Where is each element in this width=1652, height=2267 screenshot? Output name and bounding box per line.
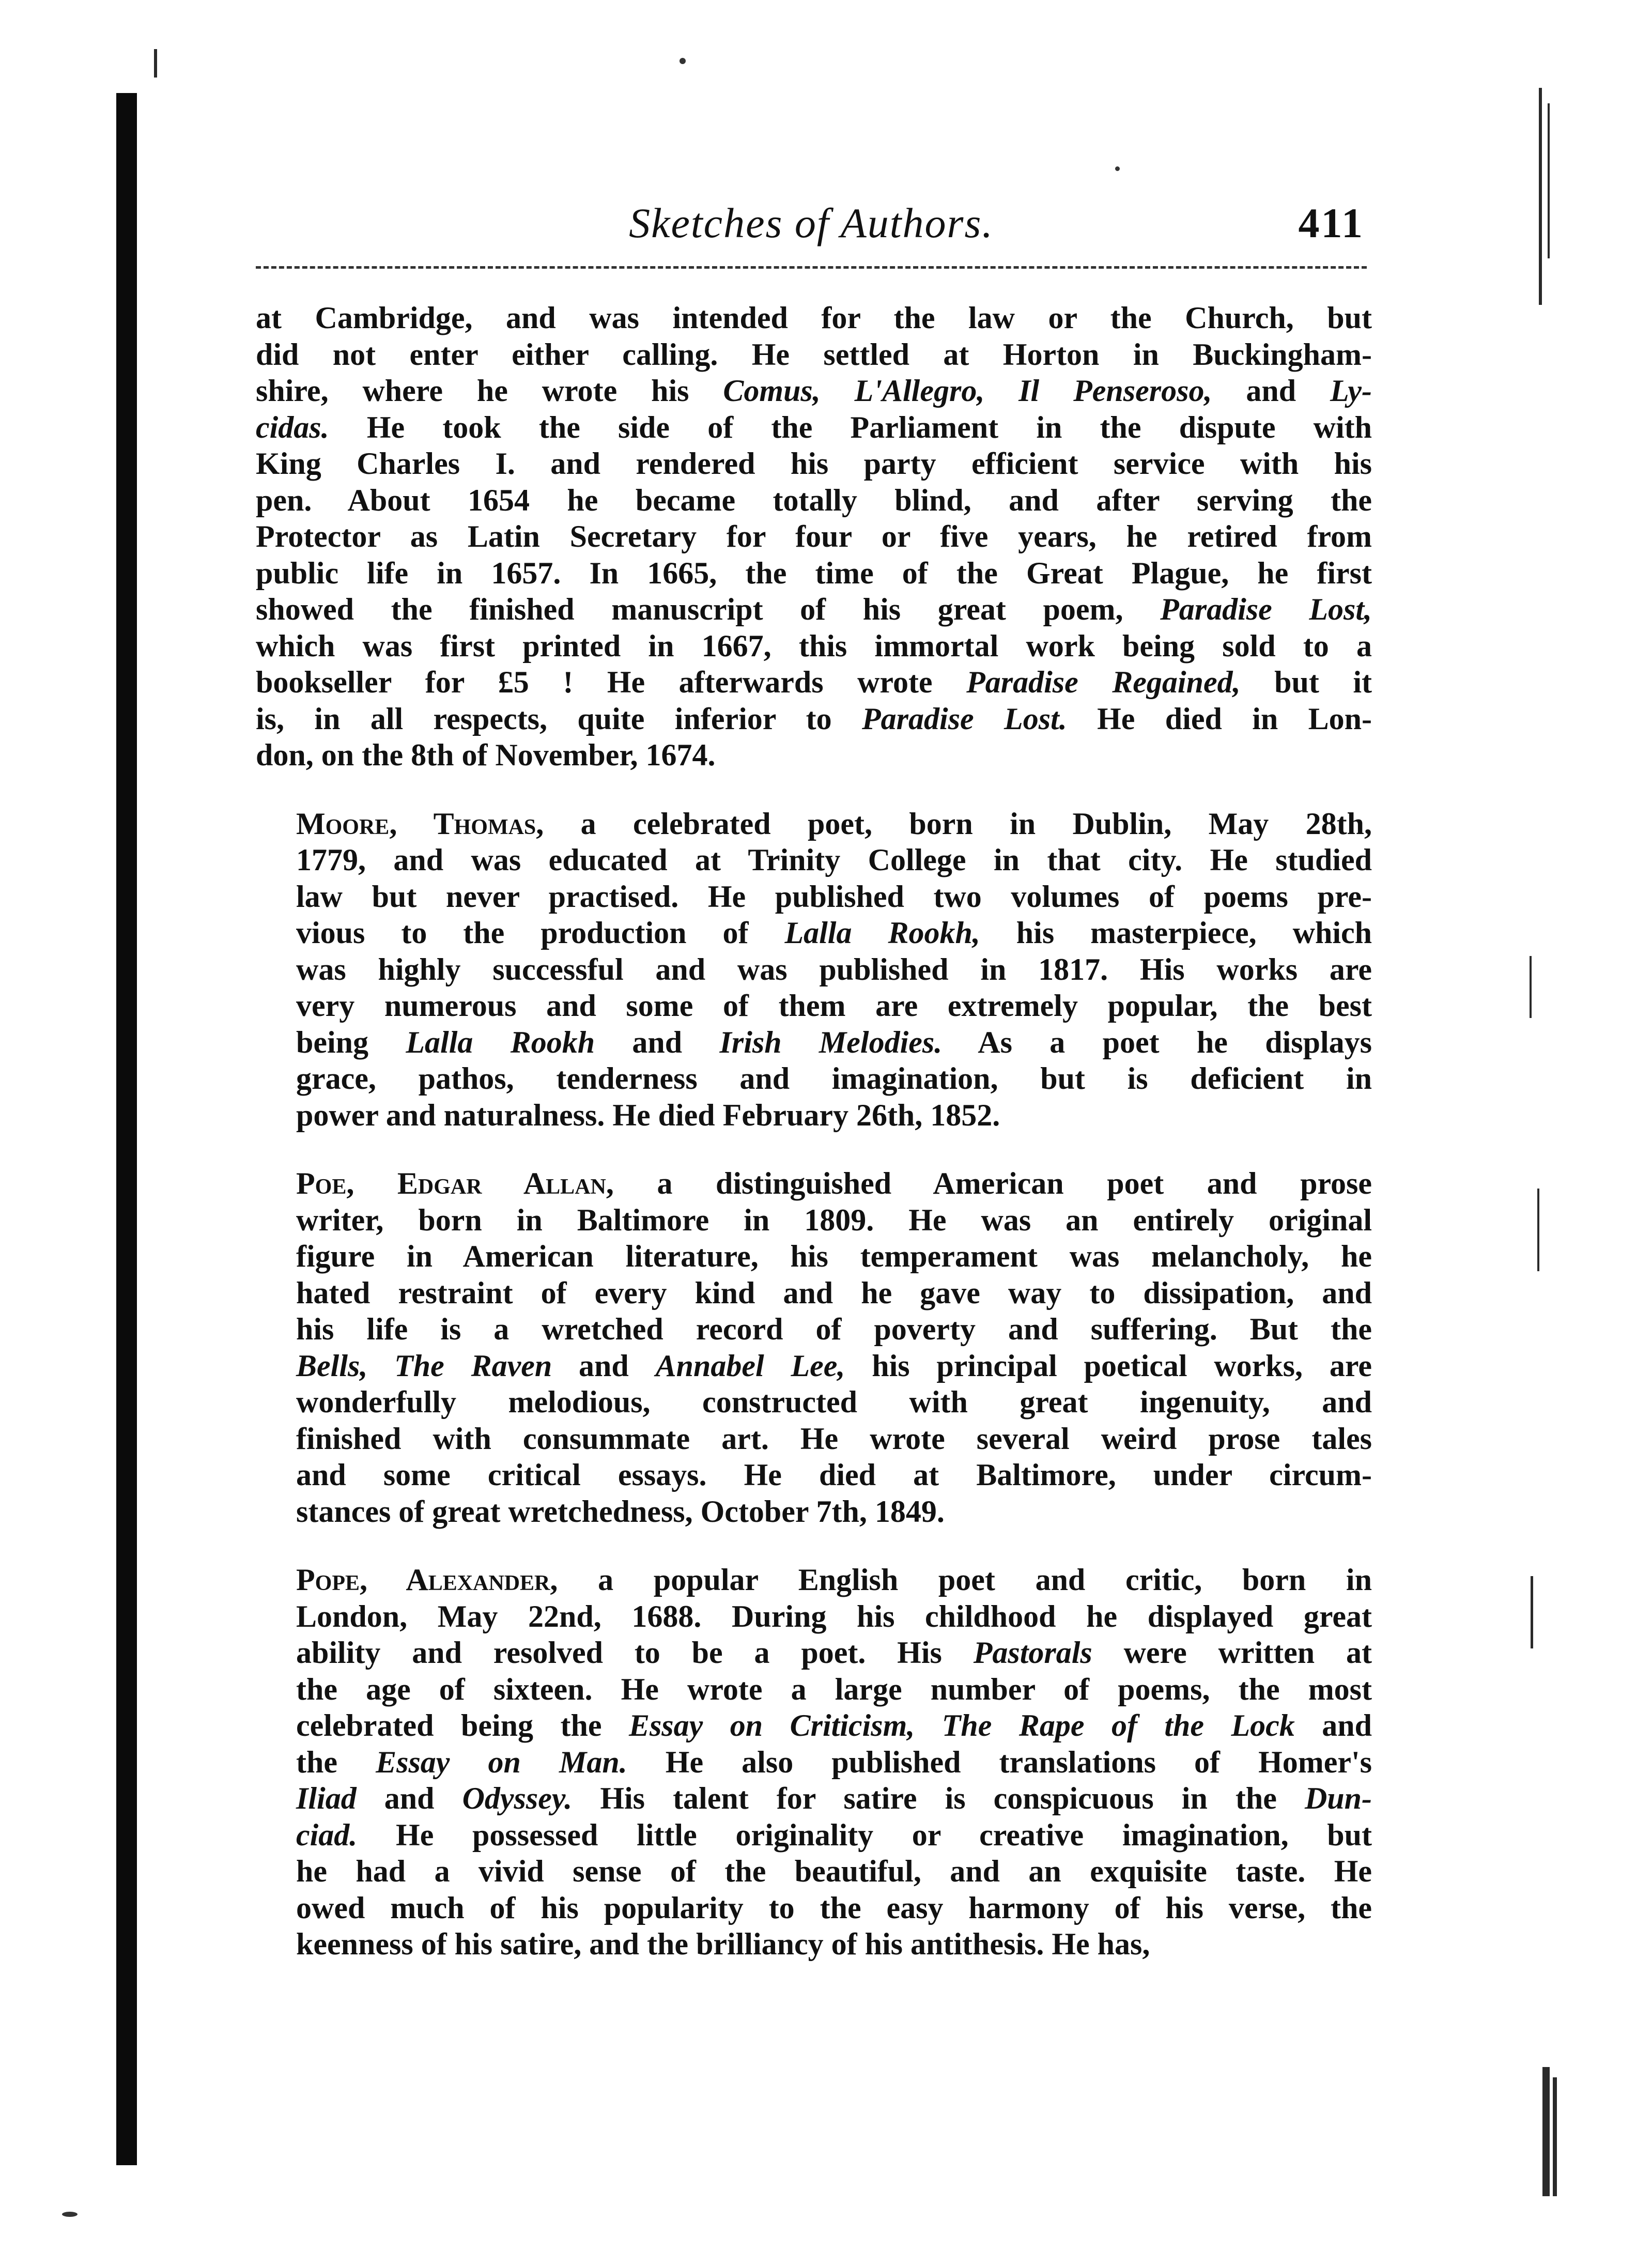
text-run: is, in all respects, quite inferior to [256, 701, 862, 736]
italic-title: cidas. [256, 410, 329, 444]
text-line [256, 591, 1372, 628]
text-line [256, 1348, 1372, 1384]
binding-shadow [116, 93, 137, 2165]
text-line [256, 701, 1372, 737]
text-line [256, 555, 1372, 592]
text-run: Protector as Latin Secretary for four or five years, he retired from [256, 519, 1372, 553]
italic-title: Bells, The Raven [296, 1348, 552, 1383]
paragraph-moore [256, 806, 1372, 1134]
italic-title: Comus, L'Allegro, Il Penseroso, [723, 374, 1212, 408]
text-run: He took the side of the Parliament in the dispute with [329, 410, 1372, 444]
text-run: 1779, and was educated at Trinity College in that city. He studied [296, 843, 1372, 877]
text-run: his principal poetical works, are [845, 1348, 1372, 1383]
text-run: power and naturalness. He died February 26th, 1852. [296, 1098, 1000, 1132]
text-line [256, 1238, 1372, 1275]
text-run: vious to the production of [296, 916, 785, 950]
scan-speck [680, 58, 686, 64]
text-run: the [296, 1745, 376, 1779]
italic-title: Dun- [1304, 1781, 1372, 1815]
text-line [256, 373, 1372, 409]
text-run: celebrated being the [296, 1708, 629, 1742]
scan-edge-mark [1553, 2077, 1557, 2196]
text-line [256, 1421, 1372, 1457]
text-run: He died in Lon- [1067, 701, 1372, 736]
text-run: London, May 22nd, 1688. During his childhood he displayed great [296, 1599, 1372, 1633]
italic-title: Lalla Rookh, [784, 916, 980, 950]
text-run: public life in 1657. In 1665, the time of the Great Plague, he first [256, 556, 1372, 590]
text-run: His talent for satire is conspicuous in the [572, 1781, 1305, 1815]
text-line [256, 1890, 1372, 1926]
text-run: which was first printed in 1667, this immortal work being sold to a [256, 628, 1372, 663]
text-line [256, 300, 1372, 336]
italic-title: Annabel Lee, [655, 1348, 845, 1383]
text-run: and [595, 1025, 720, 1059]
text-line [256, 518, 1372, 555]
italic-title: Pastorals [973, 1636, 1092, 1670]
text-run: bookseller for £5 ! He afterwards wrote [256, 665, 967, 699]
text-line [256, 737, 1372, 774]
text-run: King Charles I. and rendered his party efficient service with his [256, 446, 1372, 481]
scan-edge-mark [1548, 103, 1550, 258]
text-line [256, 1598, 1372, 1635]
text-run: keenness of his satire, and the brilliancy of his antithesis. He has, [296, 1927, 1150, 1961]
text-line [256, 806, 1372, 842]
text-line [256, 1817, 1372, 1854]
text-run: and [1294, 1708, 1372, 1742]
text-line [256, 1060, 1372, 1097]
text-line [256, 878, 1372, 915]
text-run: was highly successful and was published in 1817. His works are [296, 952, 1372, 986]
text-line [256, 1457, 1372, 1493]
text-run: law but never practised. He published two volumes of poems pre- [296, 879, 1372, 914]
text-line [256, 1202, 1372, 1239]
paragraph-milton-continued [256, 300, 1372, 774]
text-run: wonderfully melodious, constructed with great ingenuity, and [296, 1385, 1372, 1419]
text-run: but it [1240, 665, 1372, 699]
text-line [256, 1707, 1372, 1744]
paragraph-poe [256, 1165, 1372, 1530]
running-title: Sketches of Authors. [629, 199, 994, 246]
text-line [256, 1926, 1372, 1963]
text-line [256, 1562, 1372, 1598]
scan-speck [62, 2212, 78, 2217]
text-line [256, 482, 1372, 519]
italic-title: Iliad [296, 1781, 357, 1815]
italic-title: Ly- [1330, 374, 1372, 408]
text-run: showed the finished manuscript of his great poem, [256, 592, 1161, 626]
text-line [256, 1493, 1372, 1530]
text-run: owed much of his popularity to the easy harmony of his verse, the [296, 1890, 1372, 1925]
text-line [256, 445, 1372, 482]
text-line [256, 1384, 1372, 1421]
text-run: his masterpiece, which [980, 916, 1372, 950]
text-line [256, 1275, 1372, 1312]
italic-title: ciad. [296, 1817, 358, 1852]
body-text [256, 300, 1372, 1963]
text-run: pen. About 1654 he became totally blind, and after serving the [256, 483, 1372, 517]
text-run: and some critical essays. He died at Baltimore, under circum- [296, 1458, 1372, 1492]
entry-name: Moore, Thomas, [296, 806, 544, 841]
paragraph-pope [256, 1562, 1372, 1963]
text-line [256, 1311, 1372, 1348]
entry-name: Pope, Alexander, [296, 1563, 558, 1597]
text-run: shire, where he wrote his [256, 374, 723, 408]
text-line [256, 915, 1372, 951]
text-run: a popular English poet and critic, born in [558, 1563, 1372, 1597]
text-line [256, 1024, 1372, 1061]
text-line [256, 1780, 1372, 1817]
entry-name: Poe, Edgar Allan, [296, 1166, 614, 1200]
text-line [256, 664, 1372, 701]
text-run: writer, born in Baltimore in 1809. He was an entirely original [296, 1202, 1372, 1237]
italic-title: Paradise Lost. [862, 701, 1067, 736]
text-run: being [296, 1025, 406, 1059]
text-run: very numerous and some of them are extremely popular, the best [296, 989, 1372, 1023]
text-line [256, 1165, 1372, 1202]
text-line [256, 1671, 1372, 1708]
italic-title: Lalla Rookh [406, 1025, 595, 1059]
text-run: finished with consummate art. He wrote several weird prose tales [296, 1421, 1372, 1456]
text-line [256, 842, 1372, 878]
text-line [256, 988, 1372, 1024]
text-run: He also published translations of Homer's [627, 1745, 1372, 1779]
scan-edge-mark [154, 49, 157, 78]
text-run: hated restraint of every kind and he gave way to dissipation, and [296, 1275, 1372, 1310]
text-run: ability and resolved to be a poet. His [296, 1636, 974, 1670]
text-line [256, 1853, 1372, 1890]
text-run: don, on the 8th of November, 1674. [256, 738, 716, 772]
text-run: a celebrated poet, born in Dublin, May 28th, [544, 806, 1372, 841]
text-run: grace, pathos, tenderness and imagination, but is deficient in [296, 1061, 1372, 1096]
header-rule [256, 266, 1367, 269]
text-run: As a poet he displays [942, 1025, 1372, 1059]
text-run: He possessed little originality or creative imagination, but [357, 1817, 1372, 1852]
text-run: figure in American literature, his temperament was melancholy, he [296, 1239, 1372, 1273]
text-run: he had a vivid sense of the beautiful, and an exquisite taste. He [296, 1854, 1372, 1888]
text-run: the age of sixteen. He wrote a large number of poems, the most [296, 1672, 1372, 1706]
italic-title: Paradise Lost, [1160, 592, 1372, 626]
text-line [256, 336, 1372, 373]
scan-edge-mark [1542, 2067, 1550, 2196]
text-run: and [1212, 374, 1330, 408]
scan-edge-mark [1539, 88, 1542, 305]
text-run: stances of great wretchedness, October 7th, 1849. [296, 1494, 945, 1529]
italic-title: Essay on Man. [376, 1745, 627, 1779]
page-header [258, 199, 1364, 271]
italic-title: Irish Melodies. [719, 1025, 943, 1059]
scan-edge-mark [1537, 1189, 1539, 1271]
scan-edge-mark [1531, 1576, 1533, 1648]
italic-title: Odyssey. [462, 1781, 573, 1815]
text-run: and [356, 1781, 462, 1815]
italic-title: Essay on Criticism, The Rape of the Lock [628, 1708, 1295, 1742]
text-run: were written at [1092, 1636, 1372, 1670]
text-line [256, 1744, 1372, 1781]
text-run: his life is a wretched record of poverty and suffering. But the [296, 1312, 1372, 1346]
text-line [256, 951, 1372, 988]
page-number: 411 [1298, 199, 1364, 246]
scan-edge-mark [1530, 956, 1532, 1018]
text-run: at Cambridge, and was intended for the law or the Church, but [256, 301, 1372, 335]
text-run: a distinguished American poet and prose [613, 1166, 1372, 1200]
text-run: and [552, 1348, 656, 1383]
scan-speck [1115, 166, 1120, 171]
text-line [256, 1097, 1372, 1134]
text-line [256, 1634, 1372, 1671]
text-line [256, 409, 1372, 446]
italic-title: Paradise Regained, [966, 665, 1241, 699]
text-run: did not enter either calling. He settled at Horton in Buckingham- [256, 337, 1372, 372]
text-line [256, 628, 1372, 665]
